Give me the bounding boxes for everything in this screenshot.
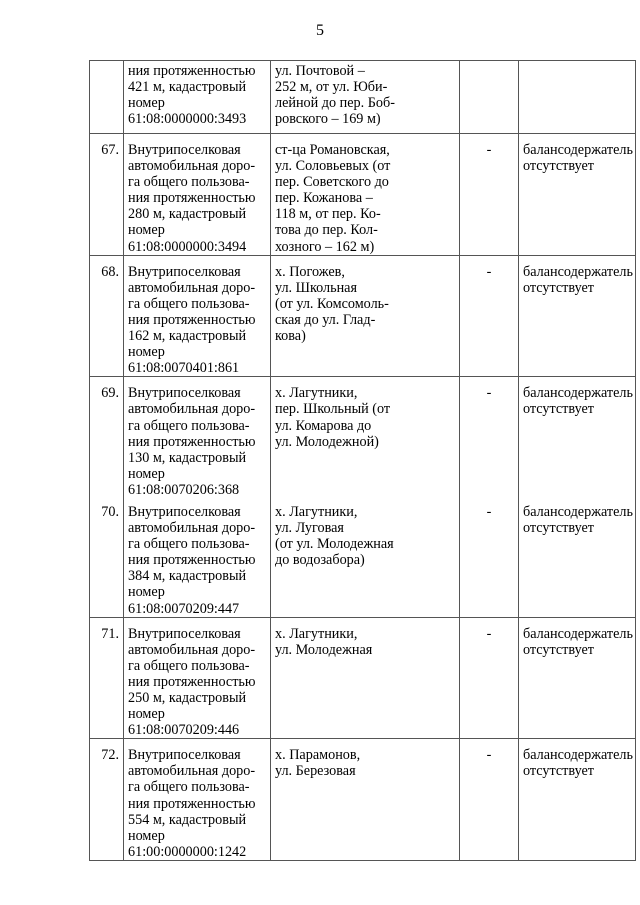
table-row: [90, 255, 636, 377]
road-description-line: ния протяженностью: [128, 433, 256, 450]
road-description-line: 61:08:0070401:861: [128, 360, 240, 377]
row-number-cell: [90, 255, 124, 377]
dash-mark: -: [486, 747, 492, 764]
table-row: [90, 377, 636, 498]
road-location-line: ровского – 169 м): [275, 111, 381, 128]
balance-holder-cell: [519, 61, 636, 134]
road-description-line: Внутрипоселковая: [128, 747, 241, 764]
road-description-line: номер: [128, 706, 165, 723]
row-number-cell: [90, 617, 124, 739]
road-description-line: 61:08:0000000:3493: [128, 111, 247, 128]
road-location-line: лейной до пер. Боб-: [275, 95, 395, 112]
road-description-line: га общего пользова-: [128, 417, 250, 434]
road-location-line: ул. Почтовой –: [275, 63, 365, 79]
road-description-line: 61:08:0000000:3494: [128, 238, 247, 255]
roads-table: [89, 60, 636, 861]
road-description-line: автомобильная доро-: [128, 520, 256, 537]
road-description-line: ния протяженностью: [128, 673, 256, 690]
road-location-cell: [271, 61, 460, 134]
row-number: 71.: [101, 625, 119, 642]
road-location-line: ул. Молодежная: [275, 641, 373, 658]
road-description-line: га общего пользова-: [128, 536, 250, 553]
road-description-line: 384 м, кадастровый: [128, 568, 247, 585]
road-location-line: 252 м, от ул. Юби-: [275, 79, 388, 96]
road-description-line: 250 м, кадастровый: [128, 690, 247, 706]
row-number-cell: [90, 61, 124, 134]
road-description-line: 421 м, кадастровый: [128, 79, 247, 96]
road-location-line: кова): [275, 328, 306, 345]
road-location-cell: [271, 134, 460, 256]
road-location-cell: [271, 498, 460, 617]
table-row: [90, 498, 636, 617]
row-number: 72.: [101, 747, 119, 764]
balance-holder-line: балансодержатель: [523, 625, 633, 642]
dash-cell: [460, 377, 519, 498]
road-description-line: номер: [128, 584, 165, 601]
road-description-line: 280 м, кадастровый: [128, 206, 247, 223]
road-description-line: номер: [128, 222, 165, 239]
road-location-line: (от ул. Комсомоль-: [275, 295, 389, 312]
road-description-cell: [124, 498, 271, 617]
table-row: [90, 617, 636, 739]
row-number-cell: [90, 739, 124, 861]
road-location-cell: [271, 739, 460, 861]
road-description-line: Внутрипоселковая: [128, 385, 241, 402]
road-description-line: Внутрипоселковая: [128, 503, 241, 520]
road-description-cell: [124, 61, 271, 134]
road-description-line: номер: [128, 95, 165, 112]
road-description-line: 61:08:0070209:447: [128, 600, 240, 617]
road-description-line: номер: [128, 827, 165, 844]
dash-cell: [460, 498, 519, 617]
balance-holder-cell: [519, 134, 636, 256]
road-description-line: га общего пользова-: [128, 295, 250, 312]
road-description-line: 61:08:0070206:368: [128, 481, 240, 498]
dash-mark: -: [486, 385, 492, 402]
road-description-line: ния протяженностью: [128, 795, 256, 812]
road-location-line: ская до ул. Глад-: [275, 311, 376, 328]
road-description-cell: [124, 134, 271, 256]
road-description-line: Внутрипоселковая: [128, 625, 241, 642]
road-description-line: автомобильная доро-: [128, 763, 256, 780]
road-description-cell: [124, 255, 271, 377]
balance-holder-line: отсутствует: [523, 763, 594, 780]
table-row: [90, 61, 636, 134]
road-location-line: х. Погожев,: [275, 263, 345, 280]
table-body: [90, 61, 636, 861]
road-location-line: пер. Школьный (от: [275, 401, 391, 418]
balance-holder-cell: [519, 498, 636, 617]
dash-cell: [460, 61, 519, 134]
balance-holder-line: отсутствует: [523, 641, 594, 658]
road-description-cell: [124, 377, 271, 498]
balance-holder-line: балансодержатель: [523, 263, 633, 280]
row-number: 70.: [101, 503, 119, 520]
road-location-line: ул. Березовая: [275, 763, 356, 780]
balance-holder-line: отсутствует: [523, 520, 594, 537]
table-row: [90, 134, 636, 256]
balance-holder-cell: [519, 617, 636, 739]
road-location-line: това до пер. Кол-: [275, 222, 378, 239]
road-location-line: х. Парамонов,: [275, 747, 361, 764]
road-description-cell: [124, 739, 271, 861]
dash-mark: -: [486, 503, 492, 520]
dash-cell: [460, 134, 519, 256]
road-description-line: автомобильная доро-: [128, 279, 256, 296]
road-location-line: ул. Комарова до: [275, 417, 372, 434]
road-location-line: х. Лагутники,: [275, 503, 358, 520]
road-location-line: ст-ца Романовская,: [275, 142, 390, 158]
balance-holder-line: балансодержатель: [523, 503, 633, 520]
page-number: 5: [316, 22, 324, 39]
road-description-line: номер: [128, 465, 165, 482]
road-location-line: (от ул. Молодежная: [275, 536, 394, 553]
row-number-cell: [90, 134, 124, 256]
row-number: 67.: [101, 142, 119, 158]
row-number: 68.: [101, 263, 119, 280]
balance-holder-line: балансодержатель: [523, 385, 633, 402]
row-number: 69.: [101, 385, 119, 402]
road-location-line: ул. Молодежной): [275, 433, 379, 450]
dash-cell: [460, 255, 519, 377]
dash-cell: [460, 739, 519, 861]
road-location-line: ул. Луговая: [275, 520, 344, 537]
road-location-line: хозного – 162 м): [275, 238, 375, 255]
road-description-line: ния протяженностью: [128, 190, 256, 207]
balance-holder-cell: [519, 255, 636, 377]
road-location-line: до водозабора): [275, 552, 365, 569]
table-row: [90, 739, 636, 861]
road-location-line: пер. Кожанова –: [275, 190, 373, 207]
balance-holder-cell: [519, 739, 636, 861]
balance-holder-line: отсутствует: [523, 401, 594, 418]
road-location-line: 118 м, от пер. Ко-: [275, 206, 381, 223]
road-description-line: 554 м, кадастровый: [128, 811, 247, 828]
balance-holder-cell: [519, 377, 636, 498]
dash-mark: -: [486, 263, 492, 280]
dash-mark: -: [486, 142, 492, 158]
row-number-cell: [90, 498, 124, 617]
balance-holder-line: отсутствует: [523, 158, 594, 175]
row-number-cell: [90, 377, 124, 498]
road-description-line: га общего пользова-: [128, 657, 250, 674]
road-location-line: пер. Советского до: [275, 174, 389, 191]
road-description-line: ния протяженностью: [128, 311, 256, 328]
balance-holder-line: балансодержатель: [523, 747, 633, 764]
road-location-line: ул. Школьная: [275, 279, 357, 296]
road-description-line: ния протяженностью: [128, 63, 256, 79]
road-description-line: Внутрипоселковая: [128, 142, 241, 158]
road-description-line: га общего пользова-: [128, 174, 250, 191]
road-description-line: ния протяженностью: [128, 552, 256, 569]
road-description-line: га общего пользова-: [128, 779, 250, 796]
road-location-cell: [271, 255, 460, 377]
road-description-line: Внутрипоселковая: [128, 263, 241, 280]
road-location-line: ул. Соловьевых (от: [275, 158, 391, 175]
road-location-cell: [271, 617, 460, 739]
road-location-line: х. Лагутники,: [275, 625, 358, 642]
road-location-line: х. Лагутники,: [275, 385, 358, 402]
balance-holder-line: балансодержатель: [523, 142, 633, 158]
road-description-cell: [124, 617, 271, 739]
road-description-line: автомобильная доро-: [128, 641, 256, 658]
road-location-cell: [271, 377, 460, 498]
road-description-line: 130 м, кадастровый: [128, 449, 247, 466]
road-description-line: автомобильная доро-: [128, 158, 256, 175]
road-description-line: 61:08:0070209:446: [128, 722, 240, 739]
balance-holder-line: отсутствует: [523, 279, 594, 296]
dash-mark: -: [486, 625, 492, 642]
dash-cell: [460, 617, 519, 739]
road-description-line: 162 м, кадастровый: [128, 328, 247, 345]
road-description-line: 61:00:0000000:1242: [128, 843, 247, 860]
road-description-line: автомобильная доро-: [128, 401, 256, 418]
road-description-line: номер: [128, 344, 165, 361]
